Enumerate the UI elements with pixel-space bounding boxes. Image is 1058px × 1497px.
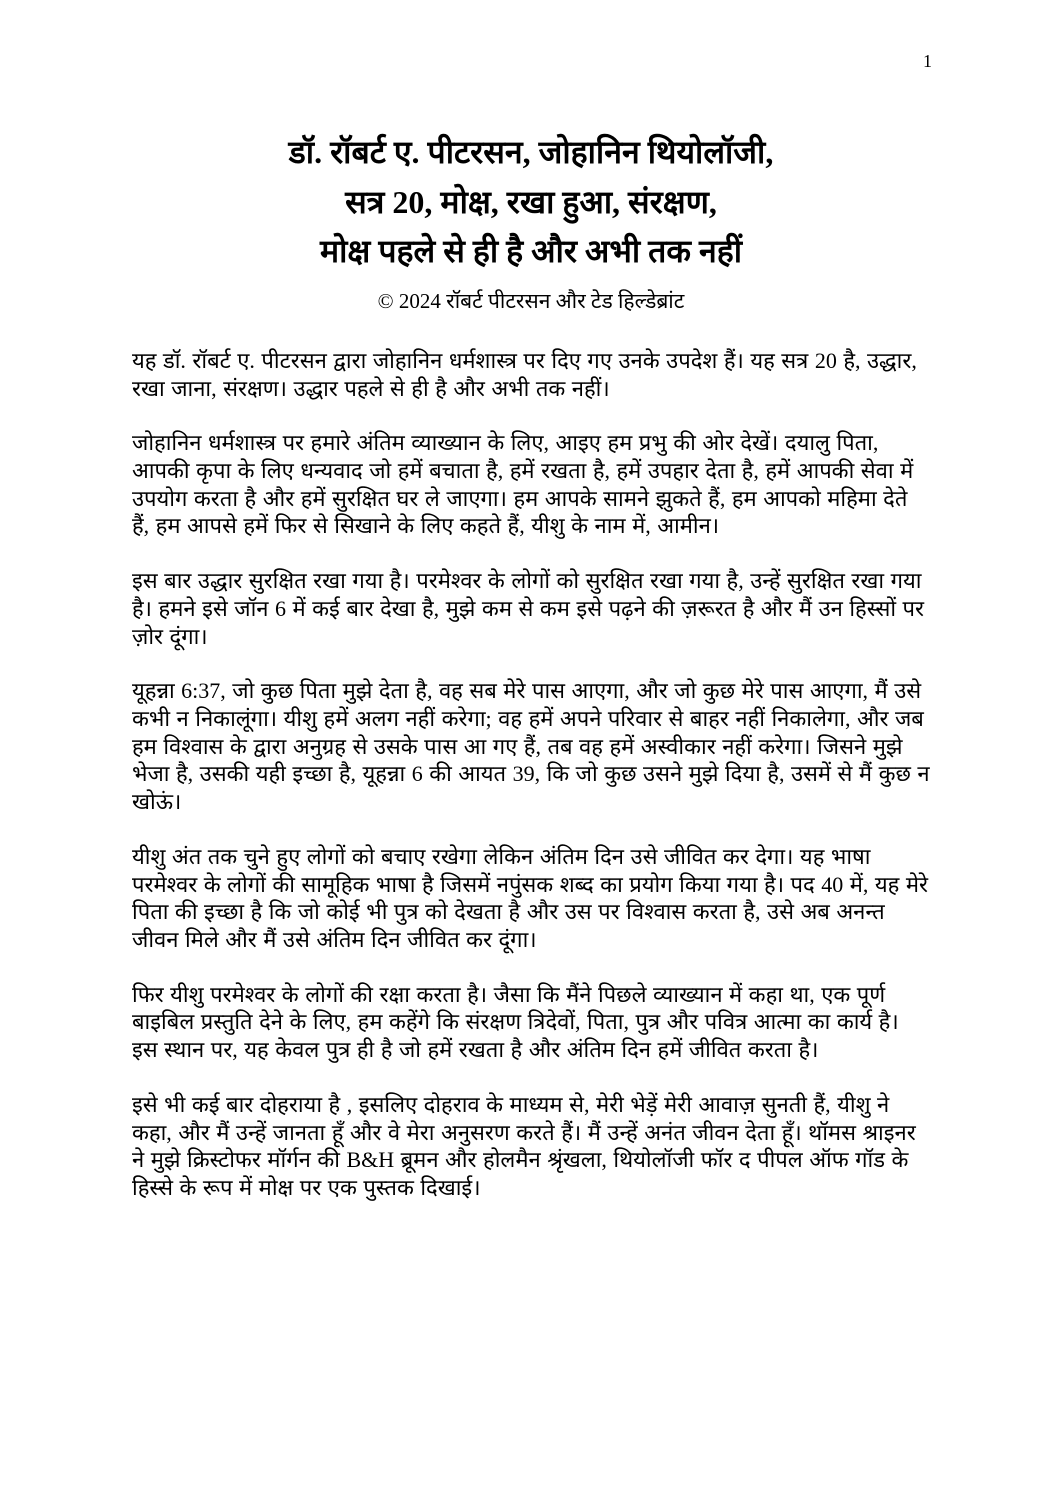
title-line-3: मोक्ष पहले से ही है और अभी तक नहीं: [319, 233, 743, 270]
body-paragraph-2: जोहानिन धर्मशास्त्र पर हमारे अंतिम व्याख्यान के लिए, आइए हम प्रभु की ओर देखें। दयालु पिता, आपकी कृपा के लिए धन्यवाद जो हमें बचाता है, हमें रखता है, हमें उपहार देता है, हमें आपकी सेवा में उपयोग करता है और हमें सुरक्षित घर ले जाएगा। हम आपके सामने झुकते हैं, हम आपको महिमा देते हैं, हम आपसे हमें फिर से सिखाने के लिए कहते हैं, यीशु के नाम में, आमीन।: [132, 430, 914, 539]
body-paragraph-4: यूहन्ना 6:37, जो कुछ पिता मुझे देता है, वह सब मेरे पास आएगा, और जो कुछ मेरे पास आएगा, मैं उसे कभी न निकालूंगा। यीशु हमें अलग नहीं करेगा; वह हमें अपने परिवार से बाहर नहीं निकालेगा, और जब हम विश्वास के द्वारा अनुग्रह से उसके पास आ गए हैं, तब वह हमें अस्वीकार नहीं करेगा। जिसने मुझे भेजा है, उसकी यही इच्छा है, यूहन्ना 6 की आयत 39, कि जो कुछ उसने मुझे दिया है, उसमें से मैं कुछ न खोऊं।: [132, 678, 930, 815]
body-paragraph-1: यह डॉ. रॉबर्ट ए. पीटरसन द्वारा जोहानिन धर्मशास्त्र पर दिए गए उनके उपदेश हैं। यह सत्र 20 है, उद्धार, रखा जाना, संरक्षण। उद्धार पहले से ही है और अभी तक नहीं।: [132, 347, 917, 401]
body-paragraph-3: इस बार उद्धार सुरक्षित रखा गया है। परमेश्वर के लोगों को सुरक्षित रखा गया है, उन्हें सुरक्षित रखा गया है। हमने इसे जॉन 6 में कई बार देखा है, मुझे कम से कम इसे पढ़ने की ज़रूरत है और मैं उन हिस्सों पर ज़ोर दूंगा।: [132, 568, 925, 649]
page-number: 1: [923, 51, 932, 71]
body-text: [132, 347, 930, 1202]
title-line-1: डॉ. रॉबर्ट ए. पीटरसन, जोहानिन थियोलॉजी,: [288, 134, 774, 170]
body-paragraph-7: इसे भी कई बार दोहराया है , इसलिए दोहराव के माध्यम से, मेरी भेड़ें मेरी आवाज़ सुनती हैं, यीशु ने कहा, और मैं उन्हें जानता हूँ और वे मेरा अनुसरण करते हैं। मैं उन्हें अनंत जीवन देता हूँ। थॉमस श्राइनर ने मुझे क्रिस्टोफर मॉर्गन की B&H ब्रूमन और होलमैन श्रृंखला, थियोलॉजी फॉर द पीपल ऑफ गॉड के हिस्से के रूप में मोक्ष पर एक पुस्तक दिखाई।: [132, 1091, 916, 1201]
body-paragraph-5: यीशु अंत तक चुने हुए लोगों को बचाए रखेगा लेकिन अंतिम दिन उसे जीवित कर देगा। यह भाषा परमेश्वर के लोगों की सामूहिक भाषा है जिसमें नपुंसक शब्द का प्रयोग किया गया है। पद 40 में, यह मेरे पिता की इच्छा है कि जो कोई भी पुत्र को देखता है और उस पर विश्वास करता है, उसे अब अनन्त जीवन मिले और मैं उसे अंतिम दिन जीवित कर दूंगा।: [132, 843, 928, 952]
copyright-line: © 2024 रॉबर्ट पीटरसन और टेड हिल्डेब्रांट: [377, 288, 685, 313]
body-paragraph-6: फिर यीशु परमेश्वर के लोगों की रक्षा करता है। जैसा कि मैंने पिछले व्याख्यान में कहा था, एक पूर्ण बाइबिल प्रस्तुति देने के लिए, हम कहेंगे कि संरक्षण त्रिदेवों, पिता, पुत्र और पवित्र आत्मा का कार्य है। इस स्थान पर, यह केवल पुत्र ही है जो हमें रखता है और अंतिम दिन हमें जीवित करता है।: [132, 981, 899, 1063]
document-title: [132, 128, 930, 277]
title-line-2: सत्र 20, मोक्ष, रखा हुआ, संरक्षण,: [345, 183, 717, 220]
